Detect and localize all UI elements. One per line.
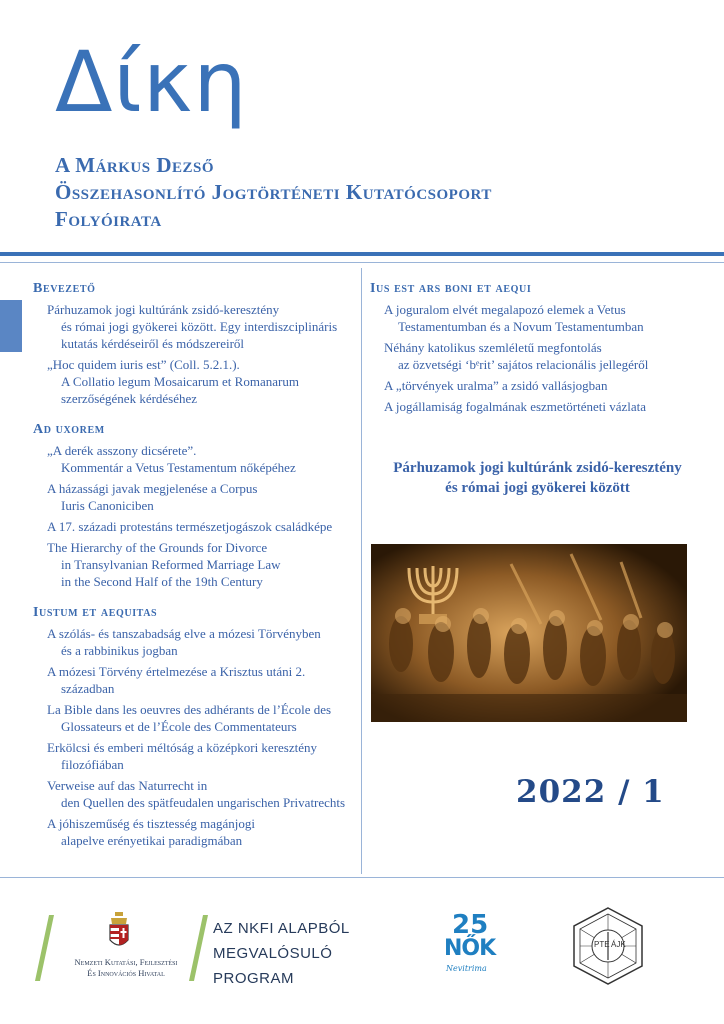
hungarian-coat-of-arms-icon — [108, 912, 130, 956]
article-line: A Collatio legum Mosaicarum et Romanarum — [61, 374, 299, 389]
article-line: A joguralom elvét megalapozó elemek a Vetus — [384, 302, 626, 317]
article-line: Glossateurs et de l’École des Commentateurs — [61, 719, 297, 734]
nkfi-program-text — [213, 916, 350, 991]
article-line: in the Second Half of the 19th Century — [61, 574, 263, 589]
article-line: Néhány katolikus szemléletű megfontolás — [384, 340, 602, 355]
program-line: AZ NKFI ALAPBÓL — [213, 920, 350, 937]
feature-title-line: Párhuzamok jogi kultúránk zsidó-keresztény — [393, 460, 682, 476]
article-line: Verweise auf das Naturrecht in — [47, 778, 208, 793]
column-divider — [361, 268, 362, 874]
article-line: és a rabbinikus jogban — [61, 643, 178, 658]
toc-right-column — [370, 280, 705, 419]
article-line: században — [61, 681, 115, 696]
green-slash-right — [189, 915, 208, 981]
article-line: A jogállamiság fogalmának eszmetörténeti vázlata — [384, 399, 647, 414]
toc-article — [33, 739, 355, 773]
article-line: La Bible dans les oeuvres des adhérants de l’École des — [47, 702, 332, 717]
journal-subtitle — [55, 152, 492, 233]
journal-logo: Δίκη — [55, 33, 248, 131]
header-rule-thin — [0, 262, 724, 263]
article-line: A szólás- és tanszabadság elve a mózesi Törvényben — [47, 626, 321, 641]
green-slash-left — [35, 915, 54, 981]
toc-article — [33, 701, 355, 735]
article-line: kutatás kérdéseiről és módszereiről — [61, 336, 245, 351]
footer-rule — [0, 877, 724, 878]
issue-number: 2022 / 1 — [516, 774, 665, 810]
pte-ajk-logo — [568, 906, 648, 986]
nkfih-line: Nemzeti Kutatási, Fejlesztési — [74, 957, 178, 967]
nok-number: 25 — [452, 910, 489, 940]
toc-article — [33, 518, 355, 535]
nok-caption: Nevitrima — [446, 964, 487, 973]
side-accent-block — [0, 300, 22, 352]
pte-label: PTE — [594, 940, 610, 949]
toc-article — [370, 339, 705, 373]
article-line: és római jogi gyökerei között. Egy interdiszciplináris — [61, 319, 338, 334]
section-heading-ius-est: Ius est ars boni et aequi — [370, 281, 532, 296]
toc-article — [33, 356, 355, 407]
toc-article — [33, 480, 355, 514]
section-heading-ad-uxorem: Ad uxorem — [33, 422, 105, 437]
toc-article — [370, 377, 705, 394]
section-heading-iustum: Iustum et aequitas — [33, 605, 158, 620]
article-line: az özvetségi ‘bᵉrit’ sajátos relacionális jellegéről — [398, 357, 649, 372]
article-line: Iuris Canoniciben — [61, 498, 154, 513]
toc-article — [33, 539, 355, 590]
header-rule — [0, 252, 724, 256]
article-line: den Quellen des spätfeudalen ungarischen Privatrechts — [61, 795, 346, 810]
article-line: alapelve erényetikai paradigmában — [61, 833, 243, 848]
subtitle-line-2: Összehasonlító Jogtörténeti Kutatócsoport — [55, 180, 492, 204]
toc-article — [33, 625, 355, 659]
article-line: A 17. századi protestáns természetjogászok családképe — [47, 519, 333, 534]
toc-article — [33, 301, 355, 352]
toc-article — [33, 777, 355, 811]
article-line: Kommentár a Vetus Testamentum nőképéhez — [61, 460, 296, 475]
article-line: „A derék asszony dicsérete”. — [47, 443, 197, 458]
article-line: szerzőségének kérdéséhez — [61, 391, 198, 406]
feature-title — [370, 458, 705, 498]
toc-left-column — [33, 280, 355, 853]
relief-illustration — [371, 544, 687, 722]
article-line: Párhuzamok jogi kultúránk zsidó-keresztény — [47, 302, 280, 317]
program-line: MEGVALÓSULÓ — [213, 945, 333, 962]
ajk-label: ÁJK — [611, 940, 626, 949]
toc-article — [370, 398, 705, 415]
article-line: in Transylvanian Reformed Marriage Law — [61, 557, 281, 572]
toc-article — [33, 442, 355, 476]
nkfih-line: És Innovációs Hivatal — [87, 968, 165, 978]
toc-article — [33, 663, 355, 697]
program-line: PROGRAM — [213, 970, 295, 987]
article-line: Erkölcsi és emberi méltóság a középkori keresztény — [47, 740, 318, 755]
article-line: The Hierarchy of the Grounds for Divorce — [47, 540, 268, 555]
feature-title-line: és római jogi gyökerei között — [445, 480, 630, 496]
toc-article — [370, 301, 705, 335]
article-line: A „törvények uralma” a zsidó vallásjogban — [384, 378, 608, 393]
article-line: Testamentumban és a Novum Testamentumban — [398, 319, 644, 334]
article-line: „Hoc quidem iuris est” (Coll. 5.2.1.). — [47, 357, 240, 372]
article-line: A mózesi Törvény értelmezése a Krisztus utáni 2. — [47, 664, 306, 679]
section-heading-bevezeto: Bevezető — [33, 281, 96, 296]
arch-of-titus-relief-image — [371, 544, 687, 722]
article-line: A házassági javak megjelenése a Corpus — [47, 481, 258, 496]
toc-article — [33, 815, 355, 849]
article-line: A jóhiszeműség és tisztesség magánjogi — [47, 816, 255, 831]
article-line: filozófiában — [61, 757, 124, 772]
subtitle-line-3: Folyóirata — [55, 207, 162, 231]
nkfih-name — [59, 957, 193, 979]
subtitle-line-1: A Márkus Dezső — [55, 153, 215, 177]
nok-text: NŐK — [444, 936, 496, 961]
nok-25-logo — [440, 910, 506, 980]
